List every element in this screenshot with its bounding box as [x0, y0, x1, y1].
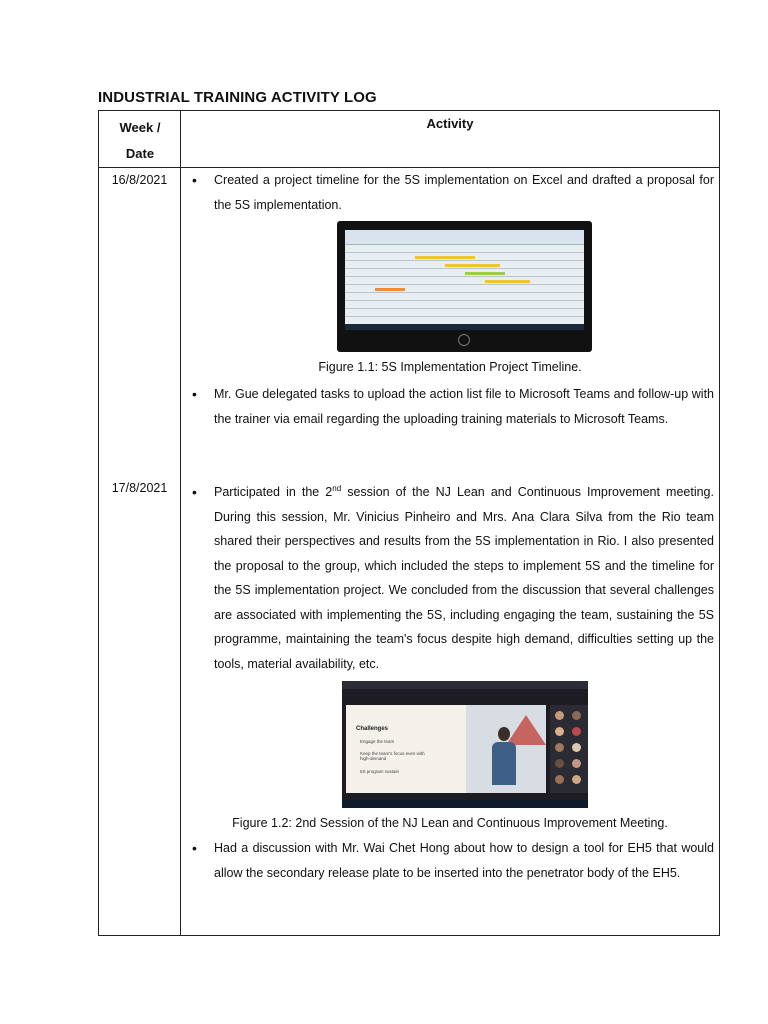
column-divider: [180, 111, 181, 935]
excel-screenshot: [345, 230, 584, 330]
participant-avatar: [555, 743, 564, 752]
week-header-line: Week /: [119, 120, 161, 135]
timeline-bar: [375, 288, 405, 291]
meeting-screenshot-figure: [342, 681, 588, 808]
participant-avatar: [572, 743, 581, 752]
participant-avatar: [555, 759, 564, 768]
bullet-text-rest: session of the NJ Lean and Continuous Improvement meeting. During this session, Mr. Vinicius Pinheiro and Mrs. Ana Clara Silva from the Rio team shared their perspectives and results from the 5S implementation in Rio. I also presented the proposal to the group, which included the steps to implement 5S and the timeline for the 5S implementation project. We concluded from the discussion that several challenges are associated with implementing the 5S, including engaging the team, sustaining the 5S programme, maintaining the team's focus despite high demand, difficulties setting up the tools, material availability, etc.: [214, 485, 714, 671]
activity-bullet: • Created a project timeline for the 5S implementation on Excel and drafted a proposal for the 5S implementation.: [214, 168, 714, 217]
activity-bullet: • Had a discussion with Mr. Wai Chet Hong about how to design a tool for EH5 that would allow the secondary release plate to be inserted into the penetrator body of the EH5.: [214, 836, 714, 885]
entry-date: 17/8/2021: [111, 481, 168, 495]
participants-panel: [550, 705, 588, 793]
timeline-bar: [415, 256, 475, 259]
meeting-topbar: [342, 681, 588, 689]
project-timeline-figure: [337, 221, 592, 352]
slide-point: Keep the team's focus even with high-demand: [360, 751, 425, 761]
windows-taskbar: [342, 800, 588, 808]
slide-heading: Challenges: [356, 726, 389, 732]
taskbar: [345, 324, 584, 330]
presenter: [492, 727, 516, 785]
activity-bullet: • Mr. Gue delegated tasks to upload the action list file to Microsoft Teams and follow-up with the trainer via email regarding the uploading training materials to Microsoft Teams.: [214, 382, 714, 431]
bullet-text-start: Participated in the 2: [214, 485, 333, 499]
activity-log-table: [98, 110, 720, 936]
week-date-header: [99, 115, 181, 167]
participant-avatar: [555, 727, 564, 736]
document-title: INDUSTRIAL TRAINING ACTIVITY LOG: [98, 89, 377, 106]
participant-avatar: [572, 775, 581, 784]
participant-avatar: [572, 759, 581, 768]
figure-caption: Figure 1.1: 5S Implementation Project Timeline.: [318, 360, 582, 374]
activity-bullet: [214, 480, 714, 676]
presentation-slide: [346, 705, 466, 793]
slide-point: 5S program sustain: [360, 769, 400, 774]
slide-point: Engage the team: [360, 739, 395, 744]
entry-date: 16/8/2021: [111, 173, 168, 187]
figure-caption: Figure 1.2: 2nd Session of the NJ Lean and Continuous Improvement Meeting.: [232, 816, 668, 830]
participant-avatar: [572, 711, 581, 720]
activity-header: Activity: [426, 116, 474, 131]
participant-avatar: [555, 711, 564, 720]
timeline-bar: [445, 264, 500, 267]
participant-avatar: [572, 727, 581, 736]
timeline-bar: [485, 280, 530, 283]
presenter-video: [466, 705, 546, 793]
ordinal-suffix: nd: [332, 483, 342, 493]
date-header-line: Date: [125, 146, 155, 161]
excel-ribbon: [345, 230, 584, 245]
timeline-bar: [465, 272, 505, 275]
hp-logo-icon: [458, 334, 470, 346]
participant-avatar: [555, 775, 564, 784]
